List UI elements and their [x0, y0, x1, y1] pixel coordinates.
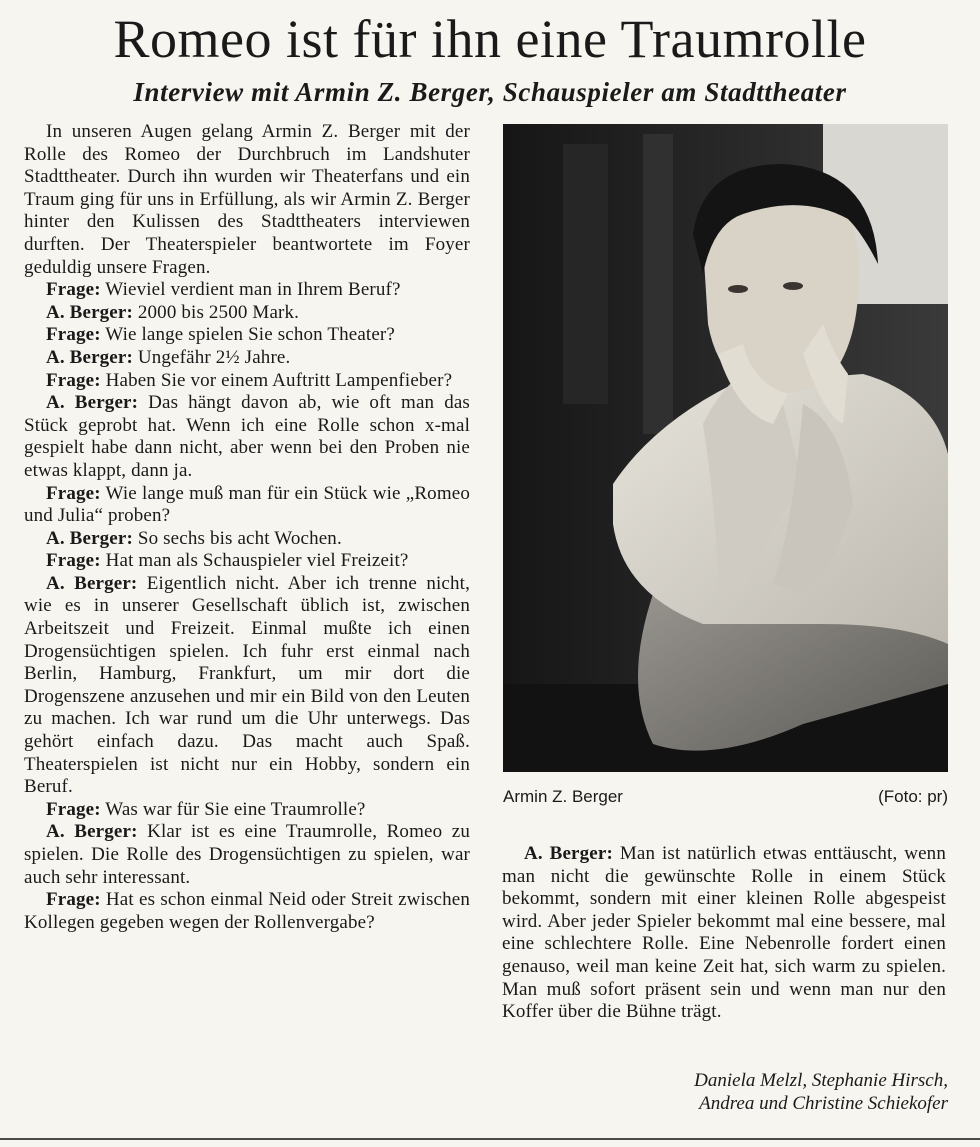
qa-speaker: Frage:: [46, 279, 101, 301]
portrait-illustration: [503, 124, 948, 772]
qa-text: Man ist natürlich etwas enttäuscht, wenn man nicht die gewünschte Rolle in einem Stück bekommt, sondern mit einer kleinen Rolle abgespeist wird. Aber jeder Spieler bekommt mal eine bessere, mal eine schlechtere Rolle. Eine Nebenrolle fordert einen genauso, weil man keine Zeit hat, sich warm zu spielen. Man muß sofort präsent sein und wenn man nur den Koffer über die Bühne trägt.: [502, 843, 946, 1023]
qa-speaker: A. Berger:: [524, 843, 613, 864]
qa-paragraph: [24, 347, 470, 370]
qa-speaker: Frage:: [46, 889, 101, 911]
qa-paragraph: [24, 370, 470, 393]
qa-text: Hat es schon einmal Neid oder Streit zwischen Kollegen gegeben wegen der Rollenvergabe?: [24, 889, 470, 933]
qa-text: Das hängt davon ab, wie oft man das Stück geprobt hat. Wenn ich eine Rolle schon x-mal gespielt habe dann nicht, aber wenn bei den Proben nie etwas klappt, dann ja.: [24, 392, 470, 481]
qa-speaker: A. Berger:: [46, 527, 133, 549]
qa-text: Klar ist es eine Traumrolle, Romeo zu spielen. Die Rolle des Drogensüchtigen zu spielen, war auch sehr interessant.: [24, 821, 470, 888]
qa-speaker: Frage:: [46, 324, 101, 346]
qa-text: 2000 bis 2500 Mark.: [137, 301, 300, 323]
qa-text: Ungefähr 2½ Jahre.: [137, 346, 291, 368]
article-column-left: [24, 121, 470, 934]
article-column-right: [502, 843, 946, 1024]
subtitle: Interview mit Armin Z. Berger, Schauspieler am Stadttheater: [133, 77, 847, 107]
qa-paragraph: [24, 483, 470, 528]
qa-paragraph: [24, 573, 470, 799]
qa-paragraph: [24, 392, 470, 482]
qa-speaker: A. Berger:: [46, 301, 133, 323]
qa-speaker: Frage:: [46, 369, 101, 391]
qa-text: Eigentlich nicht. Aber ich trenne nicht, wie es in unserer Gesellschaft üblich ist, zwischen Arbeitszeit und Freizeit. Einmal mußte ich einen Drogensüchtigen spielen. Ich fuhr erst einmal nach Berlin, Hamburg, Frankfurt, um mir dort die Drogenszene anzusehen und mir ein Bild von den Leuten zu machen. Ich war rund um die Uhr unterwegs. Das gehört einfach dazu. Das macht auch Spaß. Theaterspielen ist nicht nur ein Hobby, sondern ein Beruf.: [24, 572, 470, 798]
qa-speaker: A. Berger:: [46, 572, 138, 594]
qa-paragraph: [24, 528, 470, 551]
photo-armin-berger: [503, 124, 948, 772]
photo-credit: (Foto: pr): [878, 787, 948, 806]
qa-speaker: Frage:: [46, 550, 101, 572]
authors-line-2: Andrea und Christine Schiekofer: [699, 1093, 948, 1114]
photo-caption-row: [503, 786, 948, 808]
bottom-rule: [0, 1138, 980, 1140]
qa-text: Wie lange muß man für ein Stück wie „Romeo und Julia“ proben?: [24, 482, 470, 527]
qa-text: Hat man als Schauspieler viel Freizeit?: [105, 550, 409, 572]
qa-paragraph: [24, 821, 470, 889]
qa-text: Haben Sie vor einem Auftritt Lampenfieber?: [105, 369, 453, 391]
qa-paragraph: [502, 843, 946, 1024]
headline: Romeo ist für ihn eine Traumrolle: [113, 9, 867, 69]
qa-paragraph: [24, 302, 470, 325]
qa-speaker: A. Berger:: [46, 392, 139, 414]
qa-paragraph: [24, 799, 470, 822]
qa-speaker: Frage:: [46, 798, 101, 820]
qa-speaker: A. Berger:: [46, 821, 138, 843]
photo-caption: Armin Z. Berger: [503, 787, 623, 806]
qa-text: So sechs bis acht Wochen.: [137, 527, 342, 549]
qa-text: Wie lange spielen Sie schon Theater?: [105, 324, 395, 346]
qa-paragraph: [24, 279, 470, 302]
intro-paragraph: In unseren Augen gelang Armin Z. Berger mit der Rolle des Romeo der Durchbruch im Landshuter Stadttheater. Durch ihn wurden wir Theaterfans und ein Traum ging für uns in Erfüllung, als wir Armin Z. Berger hinter den Kulissen des Stadttheaters interviewen durften. Der Theaterspieler beantwortete im Foyer geduldig unsere Fragen.: [24, 121, 470, 278]
qa-text: Wieviel verdient man in Ihrem Beruf?: [105, 279, 401, 301]
qa-paragraph: [24, 324, 470, 347]
qa-speaker: A. Berger:: [46, 346, 133, 368]
qa-paragraph: [24, 889, 470, 934]
qa-text: Was war für Sie eine Traumrolle?: [105, 798, 366, 820]
authors-line-1: Daniela Melzl, Stephanie Hirsch,: [694, 1070, 948, 1091]
qa-speaker: Frage:: [46, 482, 101, 504]
qa-paragraph: [24, 550, 470, 573]
author-credits: [694, 1069, 948, 1115]
